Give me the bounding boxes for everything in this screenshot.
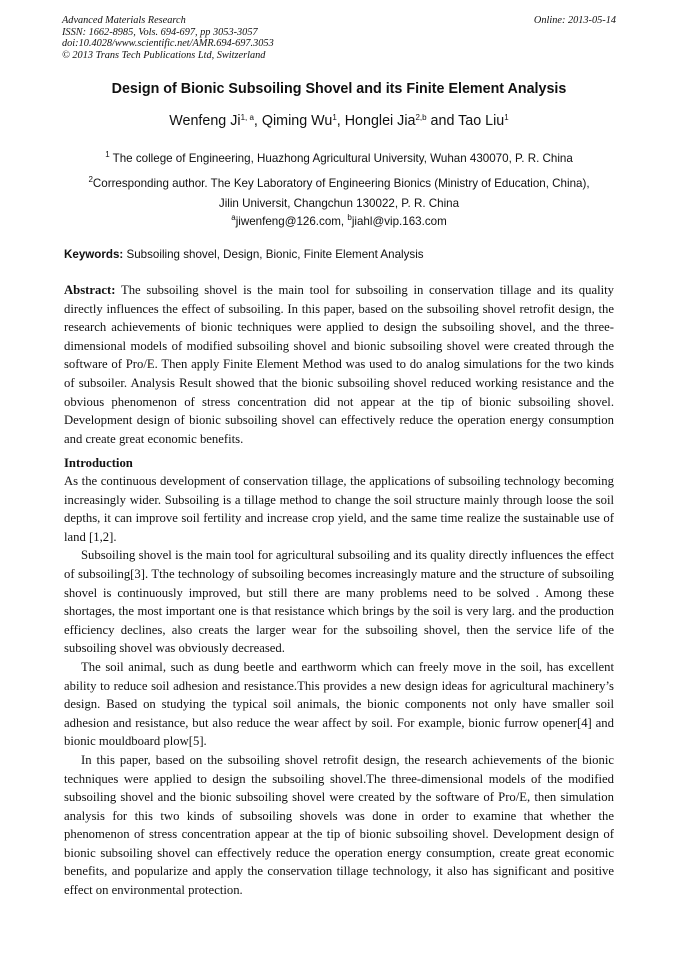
email-mark: b [347,213,352,222]
affiliation-text: Jilin Universit, Changchun 130022, P. R. China [218,196,460,210]
journal-copyright: © 2013 Trans Tech Publications Ltd, Switzerland [62,49,266,61]
author-affiliation-mark: 2,b [415,113,427,122]
keywords [64,248,616,261]
paragraph: Subsoiling shovel is the main tool for agricultural subsoiling and its quality directly influences the effect of subsoiling[3]. Tthe technology of subsoiling becomes increasingly mature and the structure of subsoiling shovel is continuously improved, but still there are many problems need to be solved . Among these shortages, the most important one is that resistance which brings by the soil is very larg. and the production efficiency declines, also creats the larger wear for the subsoiling shovel, then the service life of the subsoiling shovel was obviously decreased. [64,548,614,656]
abstract [64,281,614,448]
author-affiliation-mark: 1, a [240,113,254,122]
email-mark: a [231,213,236,222]
abstract-text: The subsoiling shovel is the main tool for subsoiling in conservation tillage and its quality directly influences the effect of subsoiling. In this paper, based on the subsoiling shovel retrofit design, the research achievements of bionic techniques were applied to design the subsoiling shovel, and the three-dimensional models of modified subsoiling shovel and bionic subsoiling shovel were created through the software of Pro/E. Then apply Finite Element Method was used to do analog simulations for the two kinds of subsoiler. Analysis Result showed that the bionic subsoiling shovel reduced working resistance and the obvious phenomenon of stress concentration did not appear at the tip of bionic subsoiling shovel. Development design of bionic subsoiling shovel can effectively reduce the operation energy consumption and create great economic benefits. [64,283,614,446]
author-separator: , [253,113,262,129]
online-date: Online: 2013-05-14 [533,15,616,26]
paragraph: As the continuous development of conservation tillage, the applications of subsoiling technology becoming increasingly wider. Subsoiling is a tillage method to change the soil structure mainly through loose the soil depths, it can improve soil fertility and increase crop yield, and the same time realize the sustainable use of land [1,2]. [64,474,614,544]
abstract-label: Abstract: [64,283,116,297]
email-list [40,215,638,228]
keywords-text: Subsoiling shovel, Design, Bionic, Finite Element Analysis [123,248,424,261]
affiliation-mark: 1 [105,150,110,159]
email-address: jiwenfeng@126.com, [235,215,348,228]
author-list [40,113,638,129]
paragraph: The soil animal, such as dung beetle and earthworm which can freely move in the soil, has excellent ability to reduce soil adhesion and resistance.This provides a new design ideas for agricultural machinery’s design. Based on studying the typical soil animals, the bionic components not only have smaller soil adhesion and resistance, but also reduce the wear affect by soil. For example, bionic furrow opener[4] and bionic mouldboard plow[5]. [64,659,614,749]
journal-header [62,15,618,61]
paper-title: Design of Bionic Subsoiling Shovel and its Finite Element Analysis [111,81,567,97]
keywords-label: Keywords: [64,248,124,261]
author-separator: and [426,113,459,129]
journal-issn: ISSN: 1662-8985, Vols. 694-697, pp 3053-3057 [62,26,258,38]
author-name: Qiming Wu [261,113,333,129]
author-affiliation-mark: 1 [504,113,509,122]
email-address: jiahl@vip.163.com [351,215,447,228]
section-heading-introduction: Introduction [64,456,133,470]
affiliation-text: Corresponding author. The Key Laboratory of Engineering Bionics (Ministry of Education, China), [92,177,590,190]
journal-name: Advanced Materials Research [62,15,186,26]
affiliation-mark: 2 [88,175,93,184]
paragraph: In this paper, based on the subsoiling shovel retrofit design, the research achievements of the bionic techniques were applied to design the subsoiling shovel.The three-dimensional models of the modified subsoiling shovel and the bionic subsoiling shovel were created by the software of Pro/E, then simulation analysis for this two kinds of subsoiling shovels was done in order to examine that whether the phenomenon of stress concentration appear at the tip of bionic subsoiling shovel. Development design of bionic subsoiling shovel can effectively reduce the operation energy consumption, create great economic benefits, and popularize and apply the conservation tillage technology, it also has significant and positive effect on environmental protection. [64,752,614,898]
author-name: Honglei Jia [344,113,416,129]
author-separator: , [336,113,345,129]
author-name: Wenfeng Ji [169,113,241,129]
author-affiliation-mark: 1 [332,113,337,122]
affiliation-2 [58,174,620,213]
introduction-body [64,472,614,900]
affiliation-1 [58,149,620,169]
author-name: Tao Liu [458,113,505,129]
journal-doi: doi:10.4028/www.scientific.net/AMR.694-697.3053 [62,38,274,50]
affiliation-text: The college of Engineering, Huazhong Agricultural University, Wuhan 430070, P. R. China [109,152,573,165]
